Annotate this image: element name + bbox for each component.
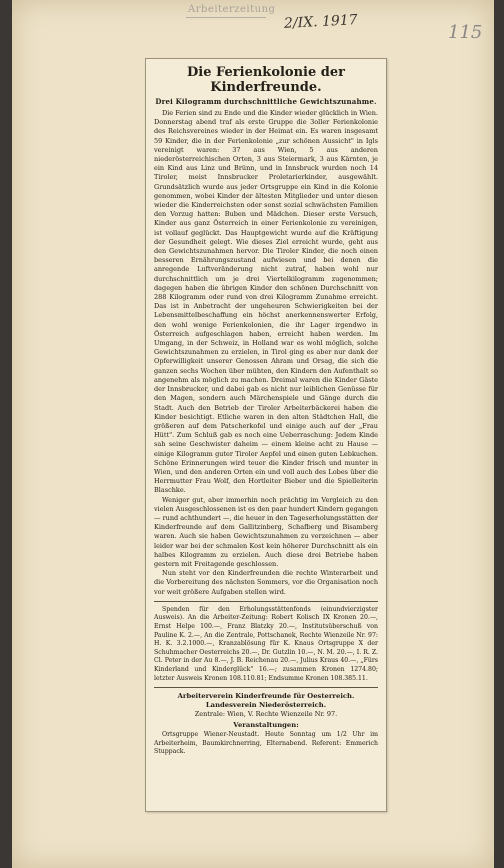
scan-edge-left: [0, 0, 12, 868]
article-paragraph-1: Die Ferien sind zu Ende und die Kinder wieder glücklich in Wien. Donnerstag abend traf als erste Gruppe die 3oller Ferienkolonie des Reichsvereines wieder in der Heimat ein. Es waren insgesamt 59 Kinder, die in der Ferienkolonie „zur schönen Aussicht" in Igls vereinigt waren: 37 aus Wien, 5 aus anderen niederösterreichischen Orten, 3 aus Steiermark, 3 aus Kärnten, je ein Kind aus Linz und Brünn, und in Innsbruck wurden noch 14 Tiroler, meist Innsbrucker Proletarierkinder, ausgewählt. Grundsätzlich wurde aus jeder Ortsgruppe ein Kind in die Kolonie genommen, wobei Kinder der ältesten Mitglieder und unter diesen wieder die Kinderreichsten oder sonst sozial schwächsten Familien den Vorzug hatten: Buben und Mädchen. Dieser erste Versuch, Kinder aus ganz Österreich in einer Ferienkolonie zu vereinigen, ist vollauf geglückt. Das Hauptgewicht wurde auf die Kräftigung der Gesundheit gelegt. Wie dieses Ziel erreicht wurde, geht aus den Gewichtszunahmen hervor. Die Tiroler Kinder, die noch einen besseren Ernährungszustand aufwiesen und bei denen die anregende Luftveränderung nicht zutraf, haben wohl nur durchschnittlich um je drei Viertelkilogramm zugenommen; dagegen haben die übrigen Kinder den schönen Durchschnitt von 288 Kilogramm oder rund von drei Kilogramm Zunahme erreicht. Das ist in Anbetracht der ungeheuren Schwierigkeiten bei der Lebensmittelbeschaffung ein höchst anerkennenswerter Erfolg, den wohl wenige Ferienkolonien, die ihr Lager irgendwo in Österreich aufgeschlagen haben, erreicht haben werden. Im Umgang, in der Schweiz, in Holland war es wohl möglich, solche Gewichtszunahmen zu erzielen, in Tirol ging es aber nur dank der Opferwilligkeit unserer Genossen Ahram und Orsag, die sich die ganzen sechs Wochen über mühten, den Kindern den Aufenthalt so angenehm als möglich zu machen. Dreimal waren die Kinder Gäste der Innsbrucker, und dabei gab es nicht nur leiblichen Genüsse für den Magen, sondern auch Märchenspiele und Gänge durch die Stadt. Auch den Betrieb der Tiroler Arbeiterbäckerei haben die Kinder besichtigt. Etliche waren in den alten Städtchen Hall, die größeren auf dem Patscherkofel und einige auch auf der „Frau Hütt". Zum Schluß gab es noch eine Ueberraschung: Jedem Kinde sah seine Geschwister daheim — einem kleine acht zu Hause — einige Kilogramm guter Tiroler Aepfel und einen guten Lebkuchen. Schöne Erinnerungen wird teuer die Kinder frisch und munter in Wien, und den anderen Orten ein und voll auch des Lobes über die Herrmutter Frau Wolf, den Hortleiter Bieber und die Spielleiterin Blaschke.: [154, 109, 378, 495]
handwritten-date: 2/IX. 1917: [283, 12, 359, 32]
events-text: Ortsgruppe Wiener-Neustadt. Heute Sonntag um 1/2 Uhr im Arbeiterheim, Baumkirchnerring, Elternabend. Referent: Emmerich Stuppack.: [154, 731, 378, 756]
organization-address: Zentrale: Wien, V. Rechte Wienzeile Nr. 97.: [194, 710, 338, 719]
section-divider: [154, 601, 378, 602]
clipping-content: [154, 61, 378, 757]
events-heading: Veranstaltungen:: [233, 721, 299, 730]
article-paragraph-3: Nun steht vor den Kinderfreunden die rechte Winterarbeit und die Vorbereitung des nächsten Sommers, vor die Organisation noch vor weit größere Aufgaben stellen wird.: [154, 569, 378, 596]
organization-branch: Landesverein Niederösterreich.: [205, 701, 327, 710]
organization-name: Arbeiterverein Kinderfreunde für Oesterreich.: [177, 692, 355, 701]
article-subtitle: Drei Kilogramm durchschnittliche Gewichtszunahme.: [155, 97, 377, 106]
newspaper-stamp: Arbeiterzeitung: [188, 4, 276, 15]
pencil-archive-number: 115: [448, 22, 483, 43]
scan-edge-right: [494, 0, 504, 868]
section-divider-2: [154, 687, 378, 688]
article-title: Die Ferienkolonie der Kinderfreunde.: [187, 65, 345, 95]
newspaper-clipping: [145, 58, 387, 812]
article-paragraph-2: Weniger gut, aber immerhin noch prächtig im Vergleich zu den vielen Ausgeschlossenen ist es den paar hundert Kindern gegangen — rund achthundert —, die heuer in den Tageserholungsstätten der Kinderfreunde auf dem Gallitzinberg, Schafberg und Bisamberg waren. Auch sie haben Gewichtszunahmen zu verzeichnen — aber leider war bei der schmalen Kost kein höherer Durchschnitt als ein halbes Kilogramm zu erzielen. Auch diese drei Betriebe haben gestern mit Freitagende geschlossen.: [154, 495, 378, 568]
stamp-underline: [186, 17, 266, 18]
donations-list: Spenden für den Erholungsstättenfonds (einundvierzigster Ausweis). An die Arbeiter-Zeitung: Robert Kolisch IX Kronen 20.—, Ernst Helpe 100.—, Franz Blatzky 20.—, Institutsüberschuß von Pauline K. 2.—, An die Zentrale, Pottschanek, Rechte Wienzeile Nr. 97: H. K. 3.2.1000.—, Kranzablösung für K. Knaus Ortsgruppe X der Schuhmacher Oesterreichs 20.—, Dr. Gutzlin 10.—, N. M. 20.—, I. R. Z. Cl. Peter in der Au 8.—, J. B. Reichenau 20.—, Julius Kraus 40.—, „Fürs Kinderland und Kinderglück" 16.—; zusammen Kronen 1274.80; letzter Ausweis Kronen 108.110.81; Endsumme Kronen 108.385.11.: [154, 605, 378, 682]
